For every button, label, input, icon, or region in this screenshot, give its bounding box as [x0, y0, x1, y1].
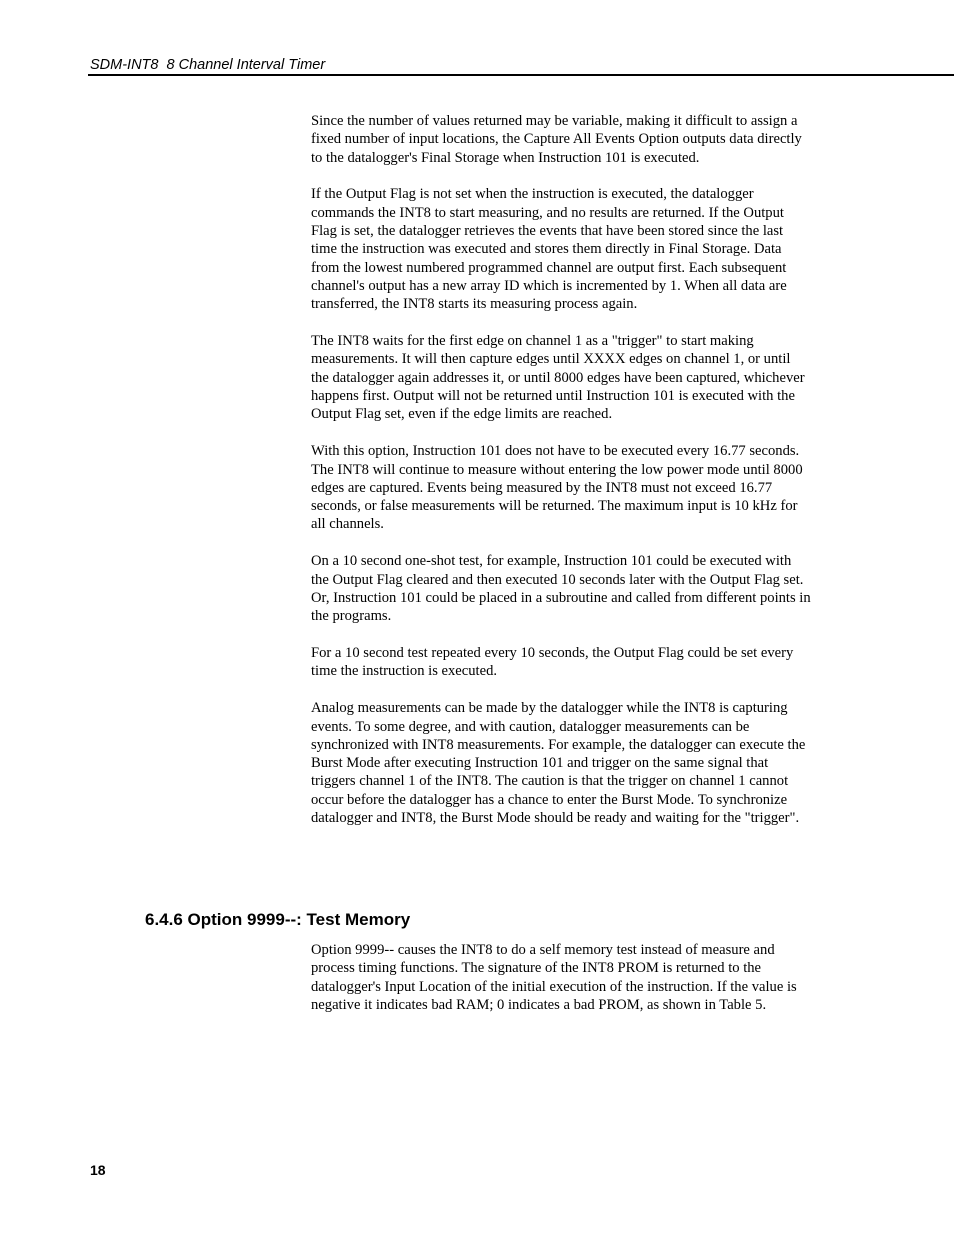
running-header-title: SDM-INT8 8 Channel Interval Timer — [90, 57, 326, 73]
body-paragraph-5: On a 10 second one-shot test, for example, Instruction 101 could be executed with the Output Flag cleared and then executed 10 seconds later with the Output Flag set. Or, Instruction 101 could be placed in a subroutine and called from different points in the programs. — [311, 553, 811, 625]
body-paragraph-6: For a 10 second test repeated every 10 seconds, the Output Flag could be set every time the instruction is executed. — [311, 645, 794, 680]
body-paragraph-7: Analog measurements can be made by the datalogger while the INT8 is capturing events. To some degree, and with caution, datalogger measurements can be synchronized with INT8 measurements. For example, the datalogger can execute the Burst Mode after executing Instruction 101 and trigger on the same signal that triggers channel 1 of the INT8. The caution is that the trigger on channel 1 cannot occur before the datalogger has a chance to enter the Burst Mode. To synchronize datalogger and INT8, the Burst Mode should be ready and waiting for the "trigger". — [311, 700, 806, 827]
header-rule — [88, 74, 954, 76]
body-paragraph-4: With this option, Instruction 101 does not have to be executed every 16.77 seconds. The INT8 will continue to measure without entering the low power mode until 8000 edges are captured. Events being measured by the INT8 must not exceed 16.77 seconds, or false measurements will be returned. The maximum input is 10 kHz for all channels. — [311, 443, 803, 533]
body-paragraph-1: Since the number of values returned may be variable, making it difficult to assign a fixed number of input locations, the Capture All Events Option outputs data directly to the datalogger's Final Storage when Instruction 101 is executed. — [311, 113, 802, 166]
body-paragraph-3: The INT8 waits for the first edge on channel 1 as a "trigger" to start making measurements. It will then capture edges until XXXX edges on channel 1, or until the datalogger again addresses it, or until 8000 edges have been captured, whichever happens first. Output will not be returned until Instruction 101 is executed with the Output Flag set, even if the edge limits are reached. — [311, 333, 805, 423]
page-number: 18 — [90, 1162, 106, 1178]
section-paragraph: Option 9999-- causes the INT8 to do a self memory test instead of measure and process timing functions. The signature of the INT8 PROM is returned to the datalogger's Input Location of the initial execution of the instruction. If the value is negative it indicates bad RAM; 0 indicates a bad PROM, as shown in Table 5. — [311, 942, 797, 1013]
section-heading: 6.4.6 Option 9999--: Test Memory — [145, 910, 411, 929]
body-paragraph-2: If the Output Flag is not set when the instruction is executed, the datalogger commands the INT8 to start measuring, and no results are returned. If the Output Flag is set, the datalogger retrieves the events that have been stored since the last time the instruction was executed and stores them directly in Final Storage. Data from the lowest numbered programmed channel are output first. Each subsequent channel's output has a new array ID which is incremented by 1. When all data are transferred, the INT8 starts its measuring process again. — [311, 186, 787, 313]
section-text-column — [311, 941, 811, 1033]
body-text-column — [311, 112, 811, 846]
